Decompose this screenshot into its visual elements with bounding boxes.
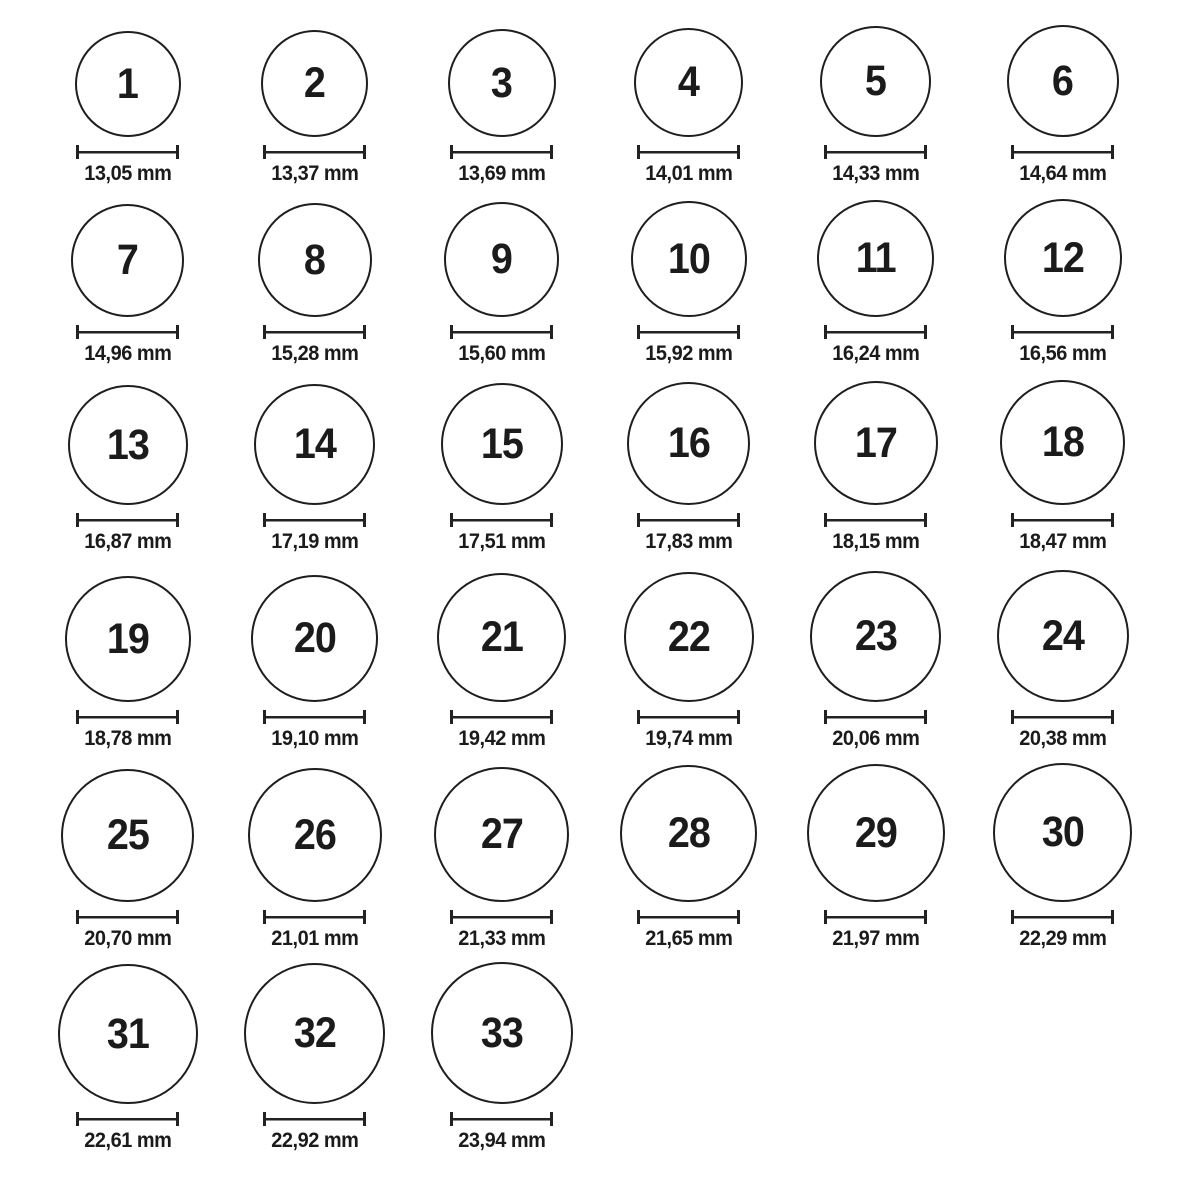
ring-diameter-label: 13,69 mm [457,162,546,185]
ring-diameter-label: 16,87 mm [83,530,172,553]
ring-item [408,573,595,751]
ring-diameter-label: 17,51 mm [457,530,546,553]
ring-item [595,572,782,751]
ring-row [34,751,1200,951]
ring-size-number: 14 [293,420,336,468]
ring-size-number: 26 [293,810,336,859]
ring-item [408,29,595,186]
diameter-measure-line [637,325,740,339]
ring-item [782,381,969,554]
ring-size-number: 30 [1041,808,1084,856]
diameter-measure-line [76,1112,179,1126]
ring-diameter-label: 18,78 mm [83,727,172,750]
diameter-measure-line [263,513,366,527]
ring-diameter-label: 21,97 mm [831,927,920,950]
ring-diameter-label: 16,56 mm [1018,342,1107,365]
ring-item [595,765,782,951]
ring-item [782,764,969,951]
ring-size-number: 2 [303,59,326,107]
ring-size-number: 7 [116,236,139,284]
ring-circle [817,200,934,317]
ring-item [408,383,595,554]
ring-circle [631,201,747,317]
ring-row [34,366,1200,554]
ring-row [34,186,1200,366]
ring-row [34,6,1200,186]
ring-item [408,962,595,1153]
ring-size-number: 9 [490,235,513,283]
ring-diameter-label: 20,06 mm [831,727,920,750]
ring-diameter-label: 18,15 mm [831,530,920,553]
ring-size-number: 11 [855,234,896,282]
ring-item [34,769,221,951]
diameter-measure-line [450,1112,553,1126]
ring-circle [448,29,556,137]
ring-circle [254,384,375,505]
ring-item [34,31,221,186]
diameter-measure-line [263,325,366,339]
diameter-measure-line [1011,910,1114,924]
ring-size-number: 24 [1041,611,1084,660]
diameter-measure-line [1011,145,1114,159]
ring-diameter-label: 19,42 mm [457,727,546,750]
ring-circle [251,575,378,702]
ring-size-number: 18 [1041,418,1084,466]
ring-circle [810,571,941,702]
diameter-measure-line [450,910,553,924]
ring-circle [634,28,743,137]
ring-diameter-label: 22,61 mm [83,1129,172,1152]
ring-diameter-label: 16,24 mm [831,342,920,365]
ring-size-number: 25 [106,811,149,859]
ring-circle [444,202,559,317]
diameter-measure-line [824,513,927,527]
ring-diameter-label: 14,64 mm [1018,162,1107,185]
ring-row [34,951,1200,1171]
ring-item [221,30,408,186]
ring-size-number: 17 [854,418,897,467]
ring-diameter-label: 19,10 mm [270,727,359,750]
diameter-measure-line [1011,710,1114,724]
ring-size-number: 33 [480,1008,523,1057]
diameter-measure-line [637,710,740,724]
ring-circle [814,381,938,505]
ring-row [34,554,1200,751]
ring-circle [1000,380,1125,505]
ring-circle [993,763,1132,902]
diameter-measure-line [450,513,553,527]
diameter-measure-line [824,910,927,924]
ring-circle [71,204,184,317]
ring-item [969,25,1156,186]
ring-circle [620,765,757,902]
ring-size-number: 3 [490,58,513,107]
diameter-measure-line [1011,513,1114,527]
diameter-measure-line [263,145,366,159]
ring-item [34,964,221,1153]
ring-circle [244,963,385,1104]
ring-circle [441,383,563,505]
diameter-measure-line [450,710,553,724]
ring-size-number: 21 [480,613,523,661]
ring-item [408,767,595,951]
diameter-measure-line [824,710,927,724]
ring-diameter-label: 22,92 mm [270,1129,359,1152]
ring-diameter-label: 20,38 mm [1018,727,1107,750]
ring-item [969,199,1156,366]
ring-item [34,204,221,366]
ring-circle [627,382,750,505]
ring-diameter-label: 14,01 mm [644,162,733,185]
ring-size-number: 10 [667,234,710,283]
diameter-measure-line [263,910,366,924]
ring-size-number: 20 [293,614,336,662]
ring-diameter-label: 20,70 mm [83,927,172,950]
ring-circle [75,31,181,137]
ring-circle [68,385,188,505]
diameter-measure-line [824,145,927,159]
ring-diameter-label: 17,19 mm [270,530,359,553]
ring-item [595,28,782,186]
diameter-measure-line [76,513,179,527]
ring-item [782,200,969,366]
ring-circle [258,203,372,317]
ring-item [221,963,408,1153]
diameter-measure-line [263,710,366,724]
ring-size-number: 28 [667,809,710,857]
diameter-measure-line [263,1112,366,1126]
ring-item [408,202,595,366]
diameter-measure-line [76,910,179,924]
ring-size-number: 15 [480,419,523,468]
ring-circle [437,573,566,702]
ring-diameter-label: 21,65 mm [644,927,733,950]
ring-circle [624,572,754,702]
diameter-measure-line [450,325,553,339]
ring-circle [1004,199,1122,317]
ring-diameter-label: 19,74 mm [644,727,733,750]
ring-item [969,763,1156,951]
diameter-measure-line [637,513,740,527]
ring-circle [58,964,198,1104]
ring-diameter-label: 13,37 mm [270,162,359,185]
diameter-measure-line [1011,325,1114,339]
ring-item [782,571,969,751]
diameter-measure-line [824,325,927,339]
diameter-measure-line [76,145,179,159]
ring-size-number: 27 [480,810,523,858]
ring-size-number: 31 [106,1009,149,1058]
ring-diameter-label: 13,05 mm [83,162,172,185]
ring-circle [61,769,194,902]
ring-diameter-label: 22,29 mm [1018,927,1107,950]
ring-size-number: 1 [116,59,139,108]
ring-circle [997,570,1129,702]
diameter-measure-line [450,145,553,159]
ring-circle [807,764,945,902]
ring-diameter-label: 17,83 mm [644,530,733,553]
ring-circle [820,26,931,137]
ring-size-number: 13 [106,420,149,469]
ring-size-number: 8 [303,235,326,284]
diameter-measure-line [637,910,740,924]
ring-size-number: 29 [854,808,897,857]
diameter-measure-line [76,325,179,339]
ring-diameter-label: 21,33 mm [457,927,546,950]
ring-size-number: 32 [293,1009,336,1057]
ring-item [221,575,408,751]
ring-diameter-label: 15,92 mm [644,342,733,365]
ring-diameter-label: 15,60 mm [457,342,546,365]
ring-item [34,385,221,554]
ring-size-number: 12 [1041,233,1084,282]
diameter-measure-line [637,145,740,159]
ring-diameter-label: 14,96 mm [83,342,172,365]
ring-circle [434,767,569,902]
ring-size-number: 6 [1051,56,1074,105]
ring-diameter-label: 18,47 mm [1018,530,1107,553]
ring-diameter-label: 21,01 mm [270,927,359,950]
ring-item [221,384,408,554]
ring-size-number: 5 [864,57,887,105]
diameter-measure-line [76,710,179,724]
ring-size-number: 22 [667,612,710,661]
ring-item [969,570,1156,751]
ring-item [34,576,221,751]
ring-item [595,382,782,554]
ring-size-number: 16 [667,419,710,467]
ring-size-number: 4 [677,58,700,106]
ring-circle [261,30,368,137]
ring-item [221,768,408,951]
ring-size-number: 23 [854,612,897,660]
ring-diameter-label: 15,28 mm [270,342,359,365]
ring-diameter-label: 14,33 mm [831,162,920,185]
ring-item [782,26,969,186]
ring-circle [1007,25,1119,137]
ring-item [595,201,782,366]
ring-diameter-label: 23,94 mm [457,1129,546,1152]
ring-size-number: 19 [106,614,149,663]
ring-item [221,203,408,366]
ring-item [969,380,1156,554]
ring-circle [248,768,382,902]
ring-circle [431,962,573,1104]
ring-circle [65,576,191,702]
